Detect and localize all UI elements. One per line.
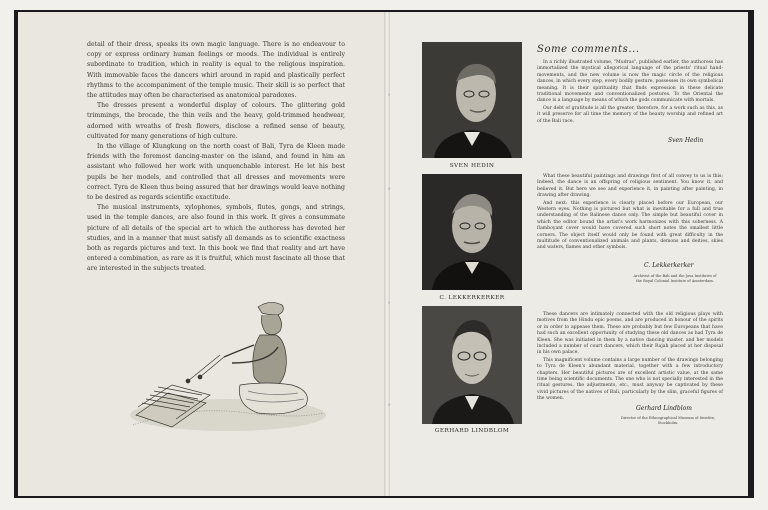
comment-block-lekkerkerker xyxy=(537,174,723,253)
comment-paragraph: And next: this experience is clearly placed before our European, our Western eyes. Nothing is pictured but what is inevitable for a full and true understanding of the Balinese dance only. The simple but beautiful cover in which the editor bound the artist's work harmonizes with this soberness. A flamboyant cover would have covered such short notes the smallest little corners. The object itself would only be found with great difficulty in the multitude of conventionalized animals and plants, demons and deities, skies and waters, flames and other symbols. xyxy=(537,200,723,251)
binding-stitch-mark: › xyxy=(388,186,390,192)
signature-note-lindblom: Director of the Ethnographical Museum of Sweden, Stockholm. xyxy=(620,416,716,425)
portrait-caption: SVEN HEDIN xyxy=(449,163,495,169)
left-paragraph: The musical instruments, xylophones, symbols, flutes, gongs, and strings, used in the temple dances, are also found in this work. It gives a consummate picture of all details of the special art to which the authoress has devoted her studies, and in a manner that must satisfy all demands as to scientific exactness both as regards pictures and text. In this book we find that reality and art have entered a combination, as rare as it is fruitful, which must fascinate all those that are interested in the subjects treated. xyxy=(87,204,345,273)
left-paragraph: detail of their dress, speaks its own magic language. There is no endeavour to copy or express ordinary human feelings or moods. The individual is entirely subordinate to tradition, which in reality is equal to the religious inspiration. With immovable faces the dancers whirl around in rapid and plastically perfect rhythms to the accompaniment of the temple music. Their skill is so perfect that the attitudes may often be characterised as anatomical paradoxes. xyxy=(87,41,345,100)
gamelan-player-illustration xyxy=(128,285,328,440)
comment-block-hedin xyxy=(537,60,723,126)
signature-lindblom: Gerhard Lindblom xyxy=(636,405,692,412)
left-paragraph: In the village of Klungkung on the north coast of Bali, Tyra de Kleen made friends with the foremost dancing-master on the island, and found in him an assistant who followed her work with unquenchable interest. He let his best pupils be her models, and controlled that all dresses and movements were correct. Tyra de Kleen thus being assured that her drawings would leave nothing to be desired as regards scientific exactitude. xyxy=(87,143,345,202)
page-heading: Some comments... xyxy=(537,44,640,55)
comment-paragraph: This magnificent volume contains a large number of the drawings belonging to Tyra de Kleen's abundant material, together with a few introductory chapters. Her beautiful pictures are of excellent artistic value, at the same time being scientific documents. The one who is not specially interested in the ritual gestures, the adjustments, etc., must anyway be captivated by these vivid pictures of the natives of Bali, particularly by the slim, graceful figures of the women. xyxy=(537,357,723,402)
comment-paragraph: In a richly illustrated volume, "Mudras", published earlier, the authoress has immortalized the mystical allegorical language of the priests' ritual hand-movements, and the new volume is now the magic circle of the religious dances, in which every step, every bodily gesture, possesses its own symbolical meaning. It is their spirituality that finds expression in these delicate traditional movements and conventionalized postures. To the Oriental the dance is a language by means of which the gods communicate with mortals. xyxy=(537,60,723,104)
portrait-caption: C. LEKKERKERKER xyxy=(439,295,505,301)
signature-lekkerkerker: C. Lekkerkerker xyxy=(644,262,694,269)
comment-paragraph: Our debt of gratitude is all the greater, therefore, for a work such as this, as it will preserve for all time the memory of the beauty worship and refined art of the Bali race. xyxy=(537,105,723,124)
comment-paragraph: What these beautiful paintings and drawings first of all convey to us is this: Indeed, the dance is an offspring of religious sentiment. You know it, and believed it. But here we see and experience it, in painting after painting, in drawing after drawing. xyxy=(537,174,723,199)
binding-stitch-mark: › xyxy=(388,92,390,98)
comment-paragraph: These dancers are intimately connected with the old religious plays with motives from the Hindu epic poems, and are produced in honour of the spirits or in order to appease them. These are probably but few Europeans that have had such an excellent opportunity of studying these old dances as had Tyra de Kleen. She was initiated in them by a native dancing master, and her models included a number of court dancers, which their Rajah placed at her disposal in his own palace. xyxy=(537,312,723,356)
signature-hedin: Sven Hedin xyxy=(668,137,704,144)
signature-note-lekkerkerker: Archivist of the Bali and the Java Institutes of the Royal Colonial Institute of Amsterdam. xyxy=(633,274,717,283)
comment-block-lindblom xyxy=(537,312,723,404)
portrait-photo-gerhard-lindblom xyxy=(422,306,522,424)
book-gutter xyxy=(384,12,390,496)
binding-stitch-mark: › xyxy=(388,300,390,306)
portrait-photo-lekkerkerker xyxy=(422,174,522,290)
portrait-photo-sven-hedin xyxy=(422,42,522,158)
binding-stitch-mark: › xyxy=(388,402,390,408)
portrait-caption: GERHARD LINDBLOM xyxy=(434,428,510,434)
left-paragraph: The dresses present a wonderful display of colours. The glittering gold trimmings, the brocade, the thin veils and the heavy, gold-trimmed headwear, adorned with wreaths of fresh flowers, disclose a refined sense of beauty, cultivated for many generations of high culture. xyxy=(87,102,345,140)
left-page-body-text xyxy=(87,40,345,275)
